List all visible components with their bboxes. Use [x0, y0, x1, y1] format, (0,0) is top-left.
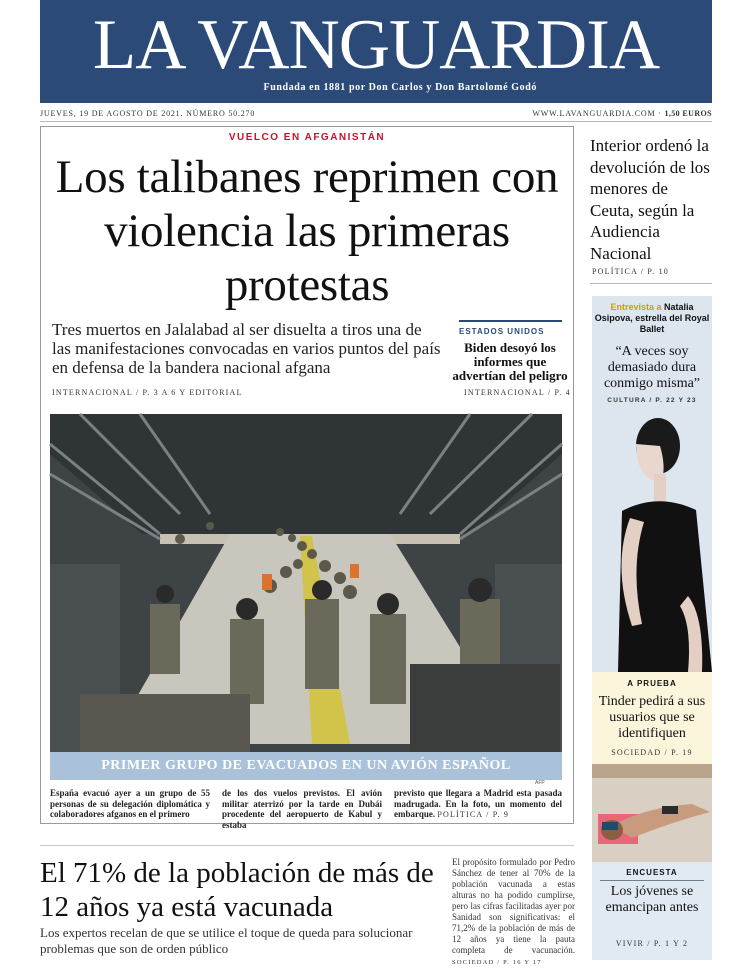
interview-section-ref[interactable]: CULTURA / P. 22 Y 23 [607, 397, 697, 404]
sidebar-kicker: ESTADOS UNIDOS [459, 327, 545, 336]
tinder-headline[interactable]: Tinder pedirá a sus usuarios que se identifiquen [598, 694, 706, 741]
bottom-rule [40, 845, 574, 846]
dateline-right: WWW.LAVANGUARDIA.COM · 1,50 EUROS [532, 109, 712, 118]
lead-headline[interactable]: Los talibanes reprimen con violencia las primeras protestas [55, 151, 559, 311]
emancipation-headline[interactable]: Los jóvenes se emancipan antes [605, 884, 699, 915]
lead-deck: Tres muertos en Jalalabad al ser disuelta a tiros una de las manifestaciones convocadas en varios puntos del país en defensa de la bandera nacional afgana [52, 320, 441, 377]
evacuation-photo[interactable] [50, 414, 562, 752]
encuesta-kicker: ENCUESTA [626, 868, 678, 877]
ceuta-section-ref[interactable]: POLÍTICA / P. 10 [592, 267, 669, 276]
header-rule [40, 121, 712, 122]
interview-kicker [592, 302, 712, 335]
plane-interior-illustration [50, 414, 562, 752]
sidebar-section-ref[interactable]: INTERNACIONAL / P. 4 [464, 388, 571, 397]
photo-section-ref[interactable]: POLÍTICA / P. 9 [437, 810, 510, 819]
vaccine-body: El propósito formulado por Pedro Sánchez de tener al 70% de la población vacunada a estas alturas no ha podido cumplirse, pero las cifras facilitadas ayer por Sanidad son significativas: el 71,2% de la población de más de 12 años ya tiene la pauta completa de vacunación. SOCIEDAD / P. 16 Y 17 [452, 857, 575, 966]
encuesta-section-ref[interactable]: VIVIR / P. 1 Y 2 [615, 939, 689, 948]
interview-prefix: Entrevista a [610, 302, 662, 312]
photo-caption-title: PRIMER GRUPO DE EVACUADOS EN UN AVIÓN ESPAÑOL [50, 752, 562, 780]
photo-caption-col1: España evacuó ayer a un grupo de 55 personas de su delegación diplomática y colaboradores afganos en el primero [50, 788, 210, 819]
photo-caption-col2: de los dos vuelos previstos. El avión militar aterrizó por la tarde en Dubái procedente del aeropuerto de Kabul y estaba [222, 788, 382, 830]
newspaper-logo[interactable]: LA VANGUARDIA [92, 6, 660, 84]
date-issue: JUEVES, 19 DE AGOSTO DE 2021. NÚMERO 50.270 [40, 109, 256, 118]
founded-line: Fundada en 1881 por Don Carlos y Don Bartolomé Godó [263, 82, 537, 93]
interview-subject: Natalia Osipova, estrella del Royal Ballet [594, 302, 710, 334]
interview-quote[interactable]: “A veces soy demasiado dura conmigo misma” [603, 344, 701, 391]
photo-caption-col3: previsto que llegara a Madrid esta pasada madrugada. En la foto, un momento del embarque. POLÍTICA / P. 9 [394, 788, 562, 819]
price: 1,50 EUROS [664, 109, 712, 118]
ceuta-headline[interactable]: Interior ordenó la devolución de los menores de Ceuta, según la Audiencia Nacional [590, 136, 710, 263]
photo-credit: AFP [535, 780, 545, 786]
encuesta-rule [600, 880, 704, 881]
website-link[interactable]: WWW.LAVANGUARDIA.COM [532, 109, 656, 118]
vaccine-deck: Los expertos recelan de que se utilice el toque de queda para solucionar problemas que son de orden público [40, 925, 413, 956]
lead-kicker: VUELCO EN AFGANISTÁN [228, 132, 386, 143]
sidebar-headline[interactable]: Biden desoyó los informes que advertían del peligro [452, 340, 568, 383]
vaccine-headline[interactable]: El 71% de la población de más de 12 años ya está vacunada [40, 857, 434, 923]
prueba-section-ref[interactable]: SOCIEDAD / P. 19 [611, 748, 693, 757]
right-rule [590, 283, 712, 284]
vaccine-section-ref[interactable]: SOCIEDAD / P. 16 Y 17 [452, 959, 542, 966]
prueba-kicker: A PRUEBA [627, 679, 677, 688]
sunbathing-photo[interactable] [592, 764, 712, 862]
lead-section-ref[interactable]: INTERNACIONAL / P. 3 A 6 Y EDITORIAL [52, 388, 243, 397]
sidebar-rule [459, 320, 562, 322]
masthead [40, 0, 712, 103]
sunbather-illustration [592, 764, 712, 862]
